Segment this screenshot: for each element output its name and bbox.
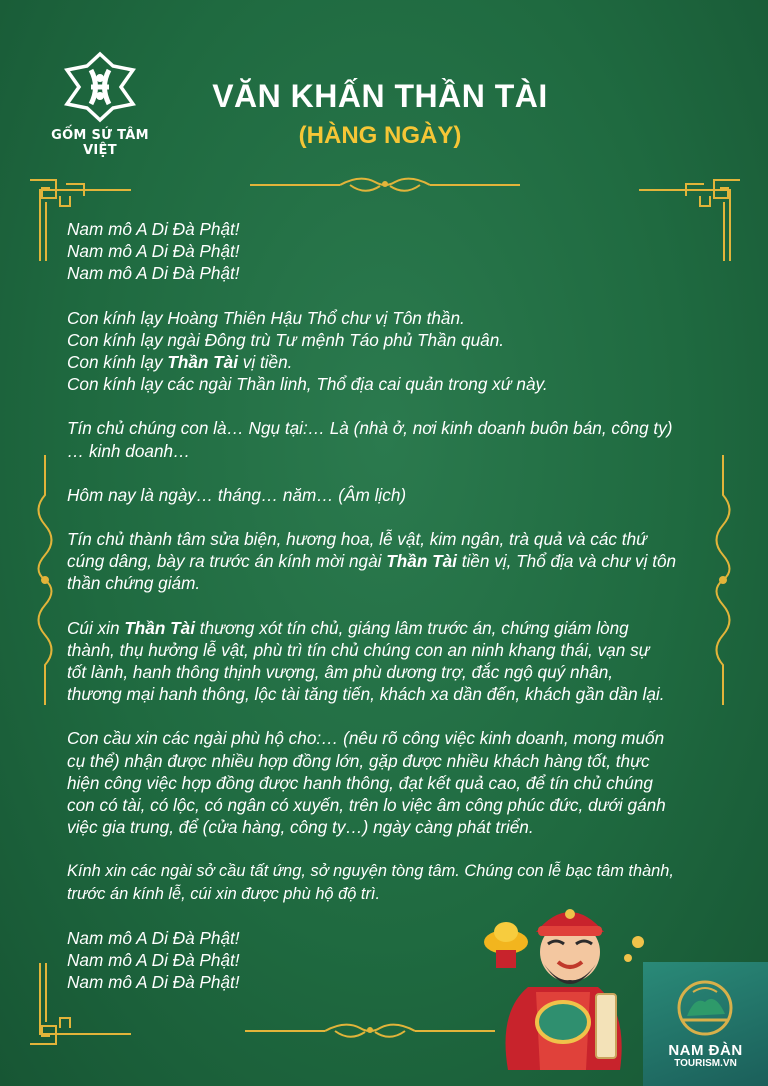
invocation-line: Con kính lạy Thần Tài vị tiền. xyxy=(67,352,293,373)
god-of-wealth-mascot xyxy=(478,892,648,1070)
page-subtitle: (HÀNG NGÀY) xyxy=(298,122,462,149)
tourism-badge xyxy=(643,962,768,1086)
invocations xyxy=(67,307,707,396)
invocation-line: Con kính lạy ngài Đông trù Tư mệnh Táo phủ Thần quân. xyxy=(67,329,505,350)
chant-line: Nam mô A Di Đà Phật! xyxy=(67,241,240,262)
side-ornament-right xyxy=(706,455,740,705)
deity-name: Thần Tài xyxy=(124,617,195,638)
chant-line: Nam mô A Di Đà Phật! xyxy=(67,950,240,971)
address-paragraph: Tín chủ chúng con là… Ngụ tại:… Là (nhà ở, nơi kinh doanh buôn bán, công ty) … kinh doanh… xyxy=(67,418,673,461)
chant-line: Nam mô A Di Đà Phật! xyxy=(67,219,240,239)
logo-emblem-icon xyxy=(61,48,139,126)
page-title: VĂN KHẤN THẦN TÀI xyxy=(212,78,548,114)
side-ornament-left xyxy=(28,455,62,705)
offering-paragraph: Tín chủ thành tâm sửa biện, hương hoa, lễ vật, kim ngân, trà quả và các thứ cúng dâng, bày ra trước án kính mời ngài Thần Tài tiền vị, Thổ địa và chư vị tôn thần chứng giám. xyxy=(67,529,677,594)
chant-line: Nam mô A Di Đà Phật! xyxy=(67,927,240,948)
brand-name: GỐM SỨ TÂM VIỆT xyxy=(51,128,149,158)
prayer-paragraph: Cúi xin Thần Tài thương xót tín chủ, giáng lâm trước án, chứng giám lòng thành, thụ hưởng lễ vật, phù trì tín chủ chúng con an ninh khang thái, vạn sự tốt lành, hanh thông thịnh vượng, âm phù dương trợ, đắc ngộ quý nhân, thương mại hanh thông, lộc tài tăng tiến, khách xa dần đến, khách gần dần lại. xyxy=(67,617,665,705)
invocation-line: Con kính lạy Hoàng Thiên Hậu Thổ chư vị Tôn thần. xyxy=(67,307,465,328)
opening-chant xyxy=(67,218,707,285)
badge-emblem-icon xyxy=(643,962,768,1042)
invocation-line: Con kính lạy các ngài Thần linh, Thổ địa cai quản trong xứ này. xyxy=(67,374,548,395)
badge-site: TOURISM.VN xyxy=(674,1058,737,1069)
badge-name: NAM ĐÀN xyxy=(668,1042,743,1059)
deity-name: Thần Tài xyxy=(167,352,238,373)
chant-line: Nam mô A Di Đà Phật! xyxy=(67,263,240,284)
closing-paragraph: Kính xin các ngài sở cầu tất ứng, sở nguyện tòng tâm. Chúng con lễ bạc tâm thành, trước án kính lễ, cúi xin được phù hộ độ trì. xyxy=(67,862,674,903)
top-divider-ornament xyxy=(250,172,520,198)
request-paragraph: Con cầu xin các ngài phù hộ cho:… (nêu rõ công việc kinh doanh, mong muốn cụ thể) nhận được nhiều hợp đồng lớn, gặp được nhiều khách hàng tốt, thực hiện công việc hợp đồng được hanh thông, đạt kết quả cao, để tín chủ chúng con có tài, có lộc, có ngân có xuyến, trên lo việc âm công phúc đức, dưới gánh việc gia trung, để (cửa hàng, công ty…) ngày càng phát triển. xyxy=(67,728,666,838)
deity-name: Thần Tài xyxy=(386,551,457,572)
chant-line: Nam mô A Di Đà Phật! xyxy=(67,972,240,993)
bottom-divider-ornament xyxy=(245,1018,495,1044)
date-paragraph: Hôm nay là ngày… tháng… năm… (Âm lịch) xyxy=(67,484,407,505)
